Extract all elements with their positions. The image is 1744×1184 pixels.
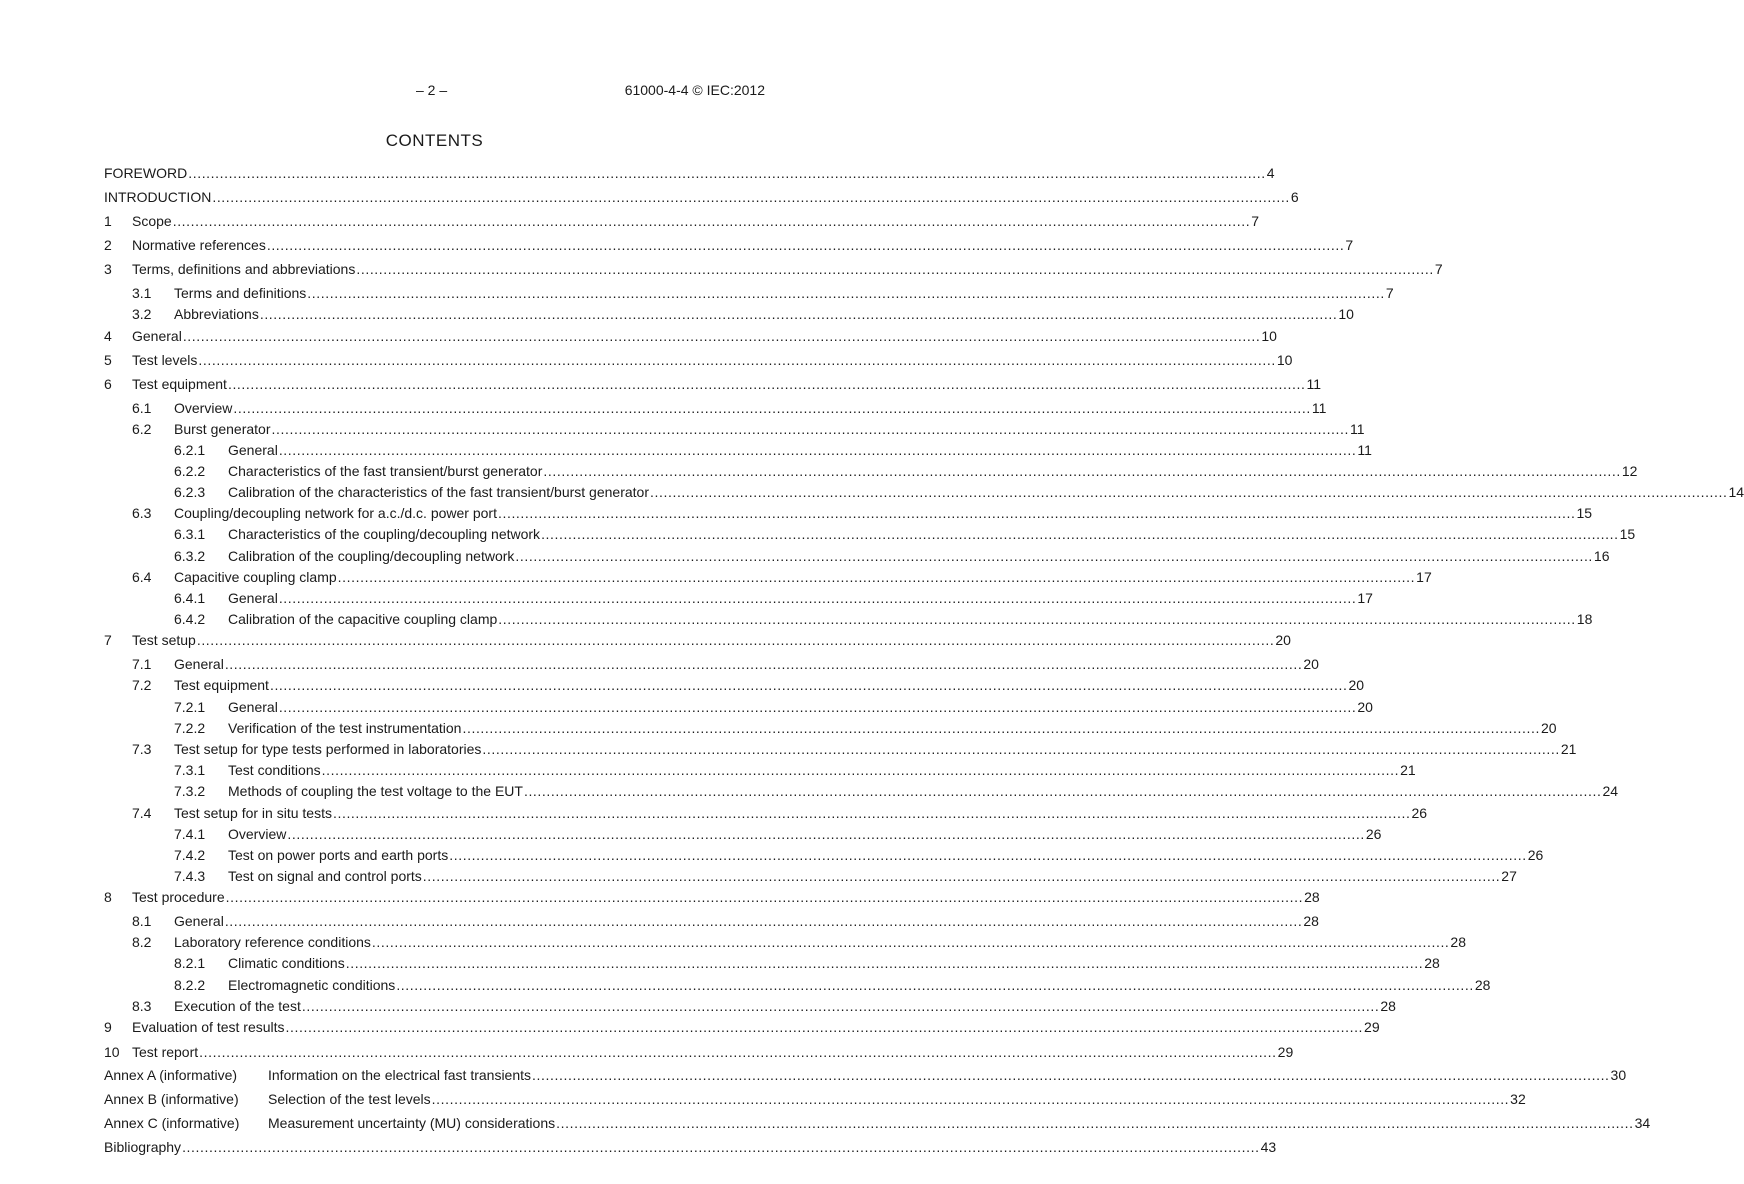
toc-entry-number: 7.4.2 bbox=[174, 847, 206, 863]
dot-leader: ................................................................................................................................................................................................................................................ bbox=[227, 376, 1306, 392]
toc-entry-number: 6.4 bbox=[132, 569, 152, 585]
toc-entry[interactable] bbox=[104, 305, 1354, 323]
toc-entry-title: Normative references bbox=[132, 237, 266, 253]
toc-entry[interactable] bbox=[104, 164, 1275, 182]
dot-leader: ................................................................................................................................................................................................................................................ bbox=[301, 998, 1380, 1014]
toc-entry[interactable] bbox=[104, 825, 1382, 843]
toc-entry-page: 20 bbox=[1303, 656, 1319, 672]
dot-leader: ................................................................................................................................................................................................................................................ bbox=[422, 868, 1501, 884]
toc-entry-page: 11 bbox=[1357, 442, 1372, 458]
toc-entry-page: 10 bbox=[1261, 328, 1277, 344]
toc-entry-number: 6.3 bbox=[132, 505, 152, 521]
dot-leader: ................................................................................................................................................................................................................................................ bbox=[224, 913, 1303, 929]
toc-entry-number: 7.2.2 bbox=[174, 720, 206, 736]
toc-entry-page: 28 bbox=[1380, 998, 1396, 1014]
toc-entry[interactable] bbox=[104, 547, 1610, 565]
toc-entry-number: Annex B (informative) bbox=[104, 1091, 239, 1107]
toc-entry[interactable] bbox=[104, 399, 1327, 417]
toc-entry-number: 1 bbox=[104, 213, 112, 229]
toc-entry[interactable] bbox=[104, 1043, 1294, 1061]
toc-entry[interactable] bbox=[104, 351, 1293, 369]
toc-entry[interactable] bbox=[104, 740, 1577, 758]
toc-entry-number: 8.2.2 bbox=[174, 977, 206, 993]
toc-entry-page: 28 bbox=[1450, 934, 1466, 950]
dot-leader: ................................................................................................................................................................................................................................................ bbox=[556, 1115, 1634, 1131]
toc-entry-number: 6.2.3 bbox=[174, 484, 206, 500]
toc-entry[interactable] bbox=[104, 1018, 1380, 1036]
toc-entry[interactable] bbox=[104, 997, 1396, 1015]
toc-entry[interactable] bbox=[104, 846, 1544, 864]
toc-entry-page: 20 bbox=[1348, 677, 1365, 693]
toc-entry-number: 7.3.1 bbox=[174, 762, 206, 778]
toc-entry-page: 17 bbox=[1357, 590, 1373, 606]
toc-entry[interactable] bbox=[104, 1138, 1277, 1156]
dot-leader: ................................................................................................................................................................................................................................................ bbox=[462, 720, 1540, 736]
dot-leader: ................................................................................................................................................................................................................................................ bbox=[498, 611, 1576, 627]
toc-entry-title: Information on the electrical fast transients bbox=[268, 1067, 532, 1083]
dot-leader: ................................................................................................................................................................................................................................................ bbox=[431, 1091, 1510, 1107]
toc-entry-page: 10 bbox=[1338, 306, 1354, 322]
toc-entry-page: 28 bbox=[1304, 889, 1320, 905]
toc-entry-number: 7.1 bbox=[132, 656, 152, 672]
toc-entry[interactable] bbox=[104, 954, 1440, 972]
toc-entry[interactable] bbox=[104, 375, 1322, 393]
toc-entry-number: 2 bbox=[104, 237, 112, 253]
toc-entry-title: General bbox=[174, 656, 224, 672]
dot-leader: ................................................................................................................................................................................................................................................ bbox=[225, 889, 1304, 905]
toc-entry-page: 4 bbox=[1266, 165, 1275, 181]
toc-entry-title: Abbreviations bbox=[174, 306, 259, 322]
dot-leader: ................................................................................................................................................................................................................................................ bbox=[396, 977, 1474, 993]
toc-entry-number: 7.3 bbox=[132, 741, 152, 757]
toc-entry-number: 6.2.2 bbox=[174, 463, 206, 479]
dot-leader: ................................................................................................................................................................................................................................................ bbox=[356, 261, 1434, 277]
toc-entry-page: 10 bbox=[1276, 352, 1293, 368]
dot-leader: ................................................................................................................................................................................................................................................ bbox=[172, 213, 1251, 229]
toc-entry-title: Bibliography bbox=[104, 1139, 182, 1155]
dot-leader: ................................................................................................................................................................................................................................................ bbox=[266, 237, 1345, 253]
toc-entry-title: Overview bbox=[228, 826, 287, 842]
dot-leader: ................................................................................................................................................................................................................................................ bbox=[278, 699, 1357, 715]
toc-entry-title: Characteristics of the coupling/decoupling network bbox=[228, 526, 541, 542]
toc-entry-page: 7 bbox=[1385, 285, 1394, 301]
toc-entry-page: 12 bbox=[1621, 463, 1638, 479]
toc-entry-page: 24 bbox=[1602, 783, 1619, 799]
dot-leader: ................................................................................................................................................................................................................................................ bbox=[224, 656, 1303, 672]
toc-entry-title: General bbox=[132, 328, 182, 344]
toc-entry-title: Test conditions bbox=[228, 762, 321, 778]
toc-entry-number: 6.3.2 bbox=[174, 548, 206, 564]
toc-entry-number: 7.4 bbox=[132, 805, 152, 821]
toc-entry-number: 3.1 bbox=[132, 285, 152, 301]
toc-entry-title: General bbox=[228, 699, 278, 715]
toc-entry-page: 6 bbox=[1290, 189, 1299, 205]
toc-entry[interactable] bbox=[104, 976, 1491, 994]
document-reference: 61000-4-4 © IEC:2012 bbox=[624, 82, 765, 98]
toc-entry-number: 8.3 bbox=[132, 998, 152, 1014]
toc-entry[interactable] bbox=[104, 236, 1354, 254]
toc-entry-title: General bbox=[174, 913, 224, 929]
toc-entry-title: Verification of the test instrumentation bbox=[228, 720, 462, 736]
toc-entry-title: Test equipment bbox=[132, 376, 227, 392]
dot-leader: ................................................................................................................................................................................................................................................ bbox=[541, 526, 1619, 542]
dot-leader: ................................................................................................................................................................................................................................................ bbox=[337, 569, 1416, 585]
toc-entry-number: 8 bbox=[104, 889, 112, 905]
toc-entry[interactable] bbox=[104, 698, 1373, 716]
toc-entry-number: 8.2.1 bbox=[174, 955, 206, 971]
dot-leader: ................................................................................................................................................................................................................................................ bbox=[321, 762, 1400, 778]
toc-entry-number: 7.4.3 bbox=[174, 868, 206, 884]
toc-entry-number: 6.4.1 bbox=[174, 590, 206, 606]
toc-entry-title: INTRODUCTION bbox=[104, 189, 212, 205]
toc-entry-page: 14 bbox=[1728, 484, 1744, 500]
toc-entry-page: 20 bbox=[1275, 632, 1291, 648]
toc-entry-title: Test levels bbox=[132, 352, 198, 368]
toc-entry-number: 7.4.1 bbox=[174, 826, 206, 842]
toc-entry-title: Execution of the test bbox=[174, 998, 301, 1014]
toc-entry-number: 3 bbox=[104, 261, 112, 277]
toc-entry-page: 30 bbox=[1610, 1067, 1627, 1083]
dot-leader: ................................................................................................................................................................................................................................................ bbox=[278, 442, 1357, 458]
toc-entry[interactable] bbox=[104, 483, 1744, 501]
toc-entry[interactable] bbox=[104, 782, 1619, 800]
toc-entry[interactable] bbox=[104, 610, 1593, 628]
dot-leader: ................................................................................................................................................................................................................................................ bbox=[497, 505, 1576, 521]
dot-leader: ................................................................................................................................................................................................................................................ bbox=[650, 484, 1728, 500]
dot-leader: ................................................................................................................................................................................................................................................ bbox=[182, 328, 1261, 344]
toc-entry-page: 17 bbox=[1416, 569, 1432, 585]
toc-entry[interactable] bbox=[104, 284, 1394, 302]
toc-entry[interactable] bbox=[104, 212, 1260, 230]
toc-entry[interactable] bbox=[104, 804, 1428, 822]
dot-leader: ................................................................................................................................................................................................................................................ bbox=[371, 934, 1450, 950]
toc-entry[interactable] bbox=[104, 1066, 1627, 1084]
toc-entry[interactable] bbox=[104, 761, 1416, 779]
toc-entry[interactable] bbox=[104, 441, 1372, 459]
toc-entry-number: 6 bbox=[104, 376, 112, 392]
toc-entry-number: 6.4.2 bbox=[174, 611, 206, 627]
dot-leader: ................................................................................................................................................................................................................................................ bbox=[285, 1019, 1364, 1035]
toc-entry-page: 28 bbox=[1424, 955, 1440, 971]
toc-entry-page: 16 bbox=[1593, 548, 1610, 564]
toc-entry-page: 34 bbox=[1634, 1115, 1651, 1131]
toc-entry-page: 15 bbox=[1619, 526, 1636, 542]
dot-leader: ................................................................................................................................................................................................................................................ bbox=[332, 805, 1411, 821]
toc-entry-page: 32 bbox=[1510, 1091, 1526, 1107]
dot-leader: ................................................................................................................................................................................................................................................ bbox=[212, 189, 1290, 205]
toc-entry-title: Test setup for type tests performed in laboratories bbox=[174, 741, 482, 757]
toc-entry-number: 6.2 bbox=[132, 421, 152, 437]
toc-entry[interactable] bbox=[104, 568, 1432, 586]
toc-entry[interactable] bbox=[104, 327, 1277, 345]
contents-heading: CONTENTS bbox=[385, 131, 484, 150]
toc-entry-number: 7.2 bbox=[132, 677, 152, 693]
toc-entry-title: Test on power ports and earth ports bbox=[228, 847, 449, 863]
toc-entry-title: Coupling/decoupling network for a.c./d.c. power port bbox=[174, 505, 497, 521]
dot-leader: ................................................................................................................................................................................................................................................ bbox=[523, 783, 1602, 799]
toc-entry-title: Selection of the test levels bbox=[268, 1091, 431, 1107]
dot-leader: ................................................................................................................................................................................................................................................ bbox=[482, 741, 1560, 757]
toc-entry-number: 5 bbox=[104, 352, 112, 368]
toc-entry-title: Capacitive coupling clamp bbox=[174, 569, 337, 585]
toc-entry-page: 26 bbox=[1527, 847, 1544, 863]
toc-entry[interactable] bbox=[104, 676, 1365, 694]
toc-entry[interactable] bbox=[104, 525, 1636, 543]
toc-entry-page: 20 bbox=[1540, 720, 1557, 736]
toc-entry-page: 28 bbox=[1474, 977, 1491, 993]
toc-entry-title: FOREWORD bbox=[104, 165, 188, 181]
toc-entry-title: Terms, definitions and abbreviations bbox=[132, 261, 356, 277]
toc-entry-number: 4 bbox=[104, 328, 112, 344]
toc-entry-page: 11 bbox=[1306, 376, 1322, 392]
toc-entry-number: 8.1 bbox=[132, 913, 152, 929]
toc-entry-page: 28 bbox=[1303, 913, 1319, 929]
toc-entry-page: 21 bbox=[1400, 762, 1416, 778]
toc-entry-number: 7.2.1 bbox=[174, 699, 206, 715]
toc-entry-page: 11 bbox=[1350, 421, 1365, 437]
toc-entry-title: Burst generator bbox=[174, 421, 271, 437]
toc-entry[interactable] bbox=[104, 912, 1319, 930]
toc-entry-title: Test on signal and control ports bbox=[228, 868, 422, 884]
toc-entry-page: 20 bbox=[1357, 699, 1373, 715]
dot-leader: ................................................................................................................................................................................................................................................ bbox=[196, 632, 1275, 648]
toc-entry-page: 7 bbox=[1251, 213, 1260, 229]
toc-entry-number: 10 bbox=[104, 1044, 120, 1060]
toc-entry-number: 7 bbox=[104, 632, 112, 648]
toc-entry-title: Test procedure bbox=[132, 889, 225, 905]
toc-entry-title: Climatic conditions bbox=[228, 955, 345, 971]
dot-leader: ................................................................................................................................................................................................................................................ bbox=[532, 1067, 1610, 1083]
toc-entry-page: 18 bbox=[1576, 611, 1593, 627]
toc-entry-title: Measurement uncertainty (MU) considerations bbox=[268, 1115, 556, 1131]
toc-entry[interactable] bbox=[104, 188, 1299, 206]
dot-leader: ................................................................................................................................................................................................................................................ bbox=[271, 421, 1350, 437]
toc-entry-number: Annex C (informative) bbox=[104, 1115, 240, 1131]
toc-entry-page: 7 bbox=[1345, 237, 1354, 253]
toc-entry[interactable] bbox=[104, 504, 1593, 522]
toc-entry-number: 6.3.1 bbox=[174, 526, 206, 542]
dot-leader: ................................................................................................................................................................................................................................................ bbox=[269, 677, 1348, 693]
toc-entry-page: 43 bbox=[1260, 1139, 1277, 1155]
dot-leader: ................................................................................................................................................................................................................................................ bbox=[449, 847, 1527, 863]
toc-entry-page: 29 bbox=[1364, 1019, 1380, 1035]
dot-leader: ................................................................................................................................................................................................................................................ bbox=[182, 1139, 1260, 1155]
toc-entry-title: Terms and definitions bbox=[174, 285, 307, 301]
dot-leader: ................................................................................................................................................................................................................................................ bbox=[515, 548, 1593, 564]
toc-entry-number: 6.2.1 bbox=[174, 442, 206, 458]
toc-entry-page: 26 bbox=[1411, 805, 1428, 821]
toc-entry-page: 27 bbox=[1501, 868, 1517, 884]
toc-entry-title: Electromagnetic conditions bbox=[228, 977, 396, 993]
toc-entry[interactable] bbox=[104, 867, 1517, 885]
toc-entry[interactable] bbox=[104, 420, 1365, 438]
toc-entry-page: 21 bbox=[1560, 741, 1577, 757]
toc-entry-page: 29 bbox=[1277, 1044, 1294, 1060]
dot-leader: ................................................................................................................................................................................................................................................ bbox=[199, 1044, 1277, 1060]
toc-entry-number: Annex A (informative) bbox=[104, 1067, 238, 1083]
toc-entry-number: 3.2 bbox=[132, 306, 152, 322]
dot-leader: ................................................................................................................................................................................................................................................ bbox=[278, 590, 1357, 606]
toc-entry[interactable] bbox=[104, 719, 1557, 737]
toc-entry-title: Calibration of the characteristics of the fast transient/burst generator bbox=[228, 484, 649, 500]
toc-entry-title: Test equipment bbox=[174, 677, 269, 693]
toc-entry[interactable] bbox=[104, 260, 1443, 278]
toc-entry-number: 8.2 bbox=[132, 934, 152, 950]
toc-entry-title: Calibration of the coupling/decoupling network bbox=[228, 548, 515, 564]
toc-entry[interactable] bbox=[104, 631, 1291, 649]
toc-entry-title: Test report bbox=[132, 1044, 199, 1060]
toc-entry-number: 6.1 bbox=[132, 400, 152, 416]
toc-entry-title: Characteristics of the fast transient/burst generator bbox=[228, 463, 543, 479]
toc-entry-title: General bbox=[228, 590, 278, 606]
dot-leader: ................................................................................................................................................................................................................................................ bbox=[198, 352, 1276, 368]
toc-entry-title: Scope bbox=[132, 213, 172, 229]
toc-entry[interactable] bbox=[104, 655, 1319, 673]
toc-entry[interactable] bbox=[104, 1114, 1651, 1132]
toc-entry[interactable] bbox=[104, 888, 1320, 906]
toc-entry-number: 9 bbox=[104, 1019, 112, 1035]
dot-leader: ................................................................................................................................................................................................................................................ bbox=[188, 165, 1266, 181]
toc-entry-title: General bbox=[228, 442, 278, 458]
toc-entry-title: Evaluation of test results bbox=[132, 1019, 285, 1035]
toc-entry-number: 7.3.2 bbox=[174, 783, 206, 799]
dot-leader: ................................................................................................................................................................................................................................................ bbox=[345, 955, 1424, 971]
toc-entry[interactable] bbox=[104, 933, 1466, 951]
toc-entry-page: 7 bbox=[1434, 261, 1443, 277]
toc-entry-page: 26 bbox=[1365, 826, 1382, 842]
toc-entry-title: Test setup bbox=[132, 632, 196, 648]
toc-entry-title: Overview bbox=[174, 400, 233, 416]
toc-entry[interactable] bbox=[104, 462, 1638, 480]
toc-entry[interactable] bbox=[104, 589, 1373, 607]
dot-leader: ................................................................................................................................................................................................................................................ bbox=[307, 285, 1385, 301]
page-header bbox=[0, 82, 869, 100]
toc-entry-title: Calibration of the capacitive coupling clamp bbox=[228, 611, 498, 627]
toc-entry-page: 11 bbox=[1311, 400, 1327, 416]
toc-entry-title: Test setup for in situ tests bbox=[174, 805, 332, 821]
toc-entry[interactable] bbox=[104, 1090, 1526, 1108]
toc-entry-title: Methods of coupling the test voltage to the EUT bbox=[228, 783, 523, 799]
page-number: – 2 – bbox=[416, 82, 448, 98]
toc-entry-page: 15 bbox=[1576, 505, 1593, 521]
dot-leader: ................................................................................................................................................................................................................................................ bbox=[543, 463, 1621, 479]
dot-leader: ................................................................................................................................................................................................................................................ bbox=[287, 826, 1365, 842]
toc-entry-title: Laboratory reference conditions bbox=[174, 934, 371, 950]
dot-leader: ................................................................................................................................................................................................................................................ bbox=[233, 400, 1311, 416]
dot-leader: ................................................................................................................................................................................................................................................ bbox=[259, 306, 1338, 322]
